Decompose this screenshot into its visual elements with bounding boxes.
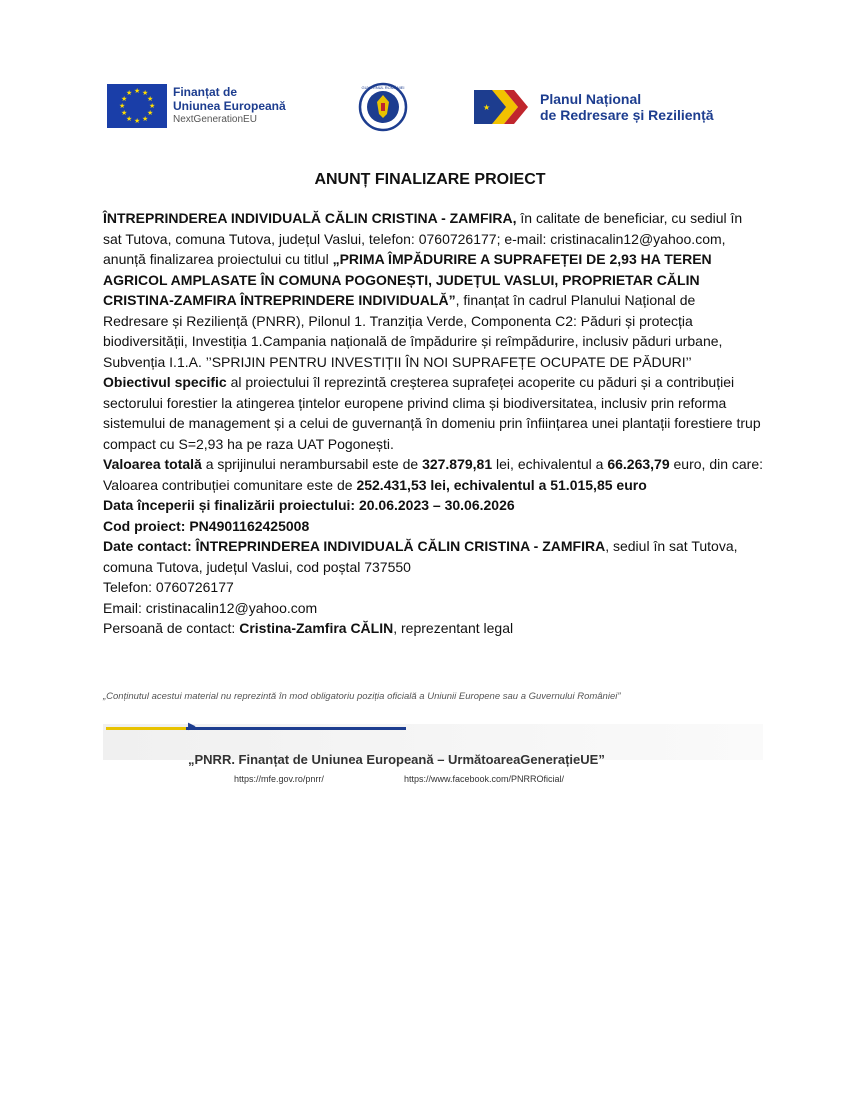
pnrr-arrow-icon: [474, 90, 534, 124]
objective-text: al proiectului îl reprezintă creșterea suprafeței acoperite cu păduri și a contribuției sectorului forestier la atingerea țintelor europene privind clima și biodiversitatea, inclusiv prin reforma sistemului de management și a celui de guvernanță în domeniu prin înființarea unei plantații forestiere trup compact cu S=2,93 ha pe raza UAT Pogonești.: [103, 374, 761, 452]
project-description: [103, 208, 763, 372]
value-text-2: lei, echivalentul a: [492, 456, 608, 472]
romanian-government-seal-icon: [358, 82, 408, 132]
contact-address: , sediul în sat Tutova, comuna Tutova, județul Vaslui, cod poștal 737550: [103, 538, 738, 575]
email: Email: cristinacalin12@yahoo.com: [103, 599, 318, 616]
eu-logo-line3: NextGenerationEU: [173, 114, 257, 125]
funding-text: , finanțat în cadrul Planului Național de Redresare și Reziliență (PNRR), Pilonul 1. Tranziția Verde, Componenta C2: Păduri și protecția biodiversității, Investiția 1.Campania națională de împădurire și reîmpădurire, inclusiv păduri urbane, Subvenția I.1.A. ’’SPRIJIN PENTRU INVESTIȚII ÎN NOI SUPRAFEȚE OCUPATE DE PĂDURI’’: [103, 292, 723, 370]
community-value: 252.431,53 lei, echivalentul a 51.015,85 euro: [356, 476, 647, 493]
value-euro: 66.263,79: [607, 456, 670, 472]
value-text-3: euro, din care:: [669, 456, 764, 472]
page-title: ANUNȚ FINALIZARE PROIECT: [314, 171, 546, 188]
phone: Telefon: 0760726177: [103, 579, 234, 595]
disclaimer: „Conținutul acestui material nu reprezintă în mod obligatoriu poziția oficială a Uniunii Europene sau a Guvernului României”: [103, 691, 621, 702]
eu-funding-logo: [107, 84, 286, 128]
mfe-link[interactable]: https://mfe.gov.ro/pnrr/: [234, 774, 324, 784]
community-contribution: [103, 475, 763, 496]
project-dates-text: Data începerii și finalizării proiectului: 20.06.2023 – 30.06.2026: [103, 497, 515, 513]
seal-text: GUVERNUL ROMÂNIEI: [361, 84, 405, 90]
eu-flag-icon: ★ ★ ★ ★ ★ ★ ★ ★ ★ ★ ★ ★: [107, 84, 167, 128]
objective-paragraph: [103, 372, 763, 454]
pnrr-logo: [474, 90, 714, 124]
total-value-label: Valoarea totală: [103, 456, 202, 472]
eu-logo-line1: Finanțat de: [173, 85, 238, 99]
announcement-body: [103, 208, 763, 639]
contact-person-name: Cristina-Zamfira CĂLIN: [239, 620, 394, 636]
project-code-text: Cod proiect: PN4901162425008: [103, 517, 310, 534]
contact-person-label: Persoană de contact:: [103, 620, 240, 636]
footer-divider-blue: [186, 727, 406, 730]
footer-arrow-icon: ▶: [188, 721, 196, 732]
contact-person: [103, 618, 763, 639]
svg-text:★: ★: [483, 103, 491, 112]
total-value-paragraph: [103, 454, 763, 475]
pnrr-logo-line1: Planul Național: [540, 91, 642, 107]
project-dates: [103, 495, 763, 516]
facebook-link[interactable]: https://www.facebook.com/PNRROficial/: [404, 774, 565, 784]
project-code: [103, 516, 763, 537]
objective-label: Obiectivul specific: [103, 374, 227, 390]
community-text: Valoarea contribuției comunitare este de: [103, 476, 357, 493]
project-title: „PRIMA ÎMPĂDURIRE A SUPRAFEȚEI DE 2,93 HA TEREN AGRICOL AMPLASATE ÎN COMUNA POGONEȘTI, JUDEȚUL VASLUI, PROPRIETAR CĂLIN CRISTINA-ZAMFIRA ÎNTREPRINDERE INDIVIDUALĂ”: [103, 251, 712, 308]
eu-logo-line2: Uniunea Europeană: [173, 99, 286, 113]
value-lei: 327.879,81: [422, 456, 493, 472]
footer-slogan: „PNRR. Finanțat de Uniunea Europeană – UrmătoareaGenerațieUE”: [188, 752, 605, 767]
value-text-1: a sprijinului nerambursabil este de: [201, 456, 423, 472]
pnrr-logo-line2: de Redresare și Reziliență: [540, 107, 714, 123]
intro-text: în calitate de beneficiar, cu sediul în sat Tutova, comuna Tutova, județul Vaslui, telefon: 0760726177; e-mail: cristinacalin12@yahoo.com, anunță finalizarea proiectului cu titlul: [103, 210, 743, 267]
contact-details: [103, 536, 763, 577]
contact-label: Date contact: ÎNTREPRINDEREA INDIVIDUALĂ CĂLIN CRISTINA - ZAMFIRA: [103, 538, 606, 554]
beneficiary-name: ÎNTREPRINDEREA INDIVIDUALĂ CĂLIN CRISTINA - ZAMFIRA,: [103, 210, 517, 226]
contact-person-role: , reprezentant legal: [393, 620, 514, 636]
